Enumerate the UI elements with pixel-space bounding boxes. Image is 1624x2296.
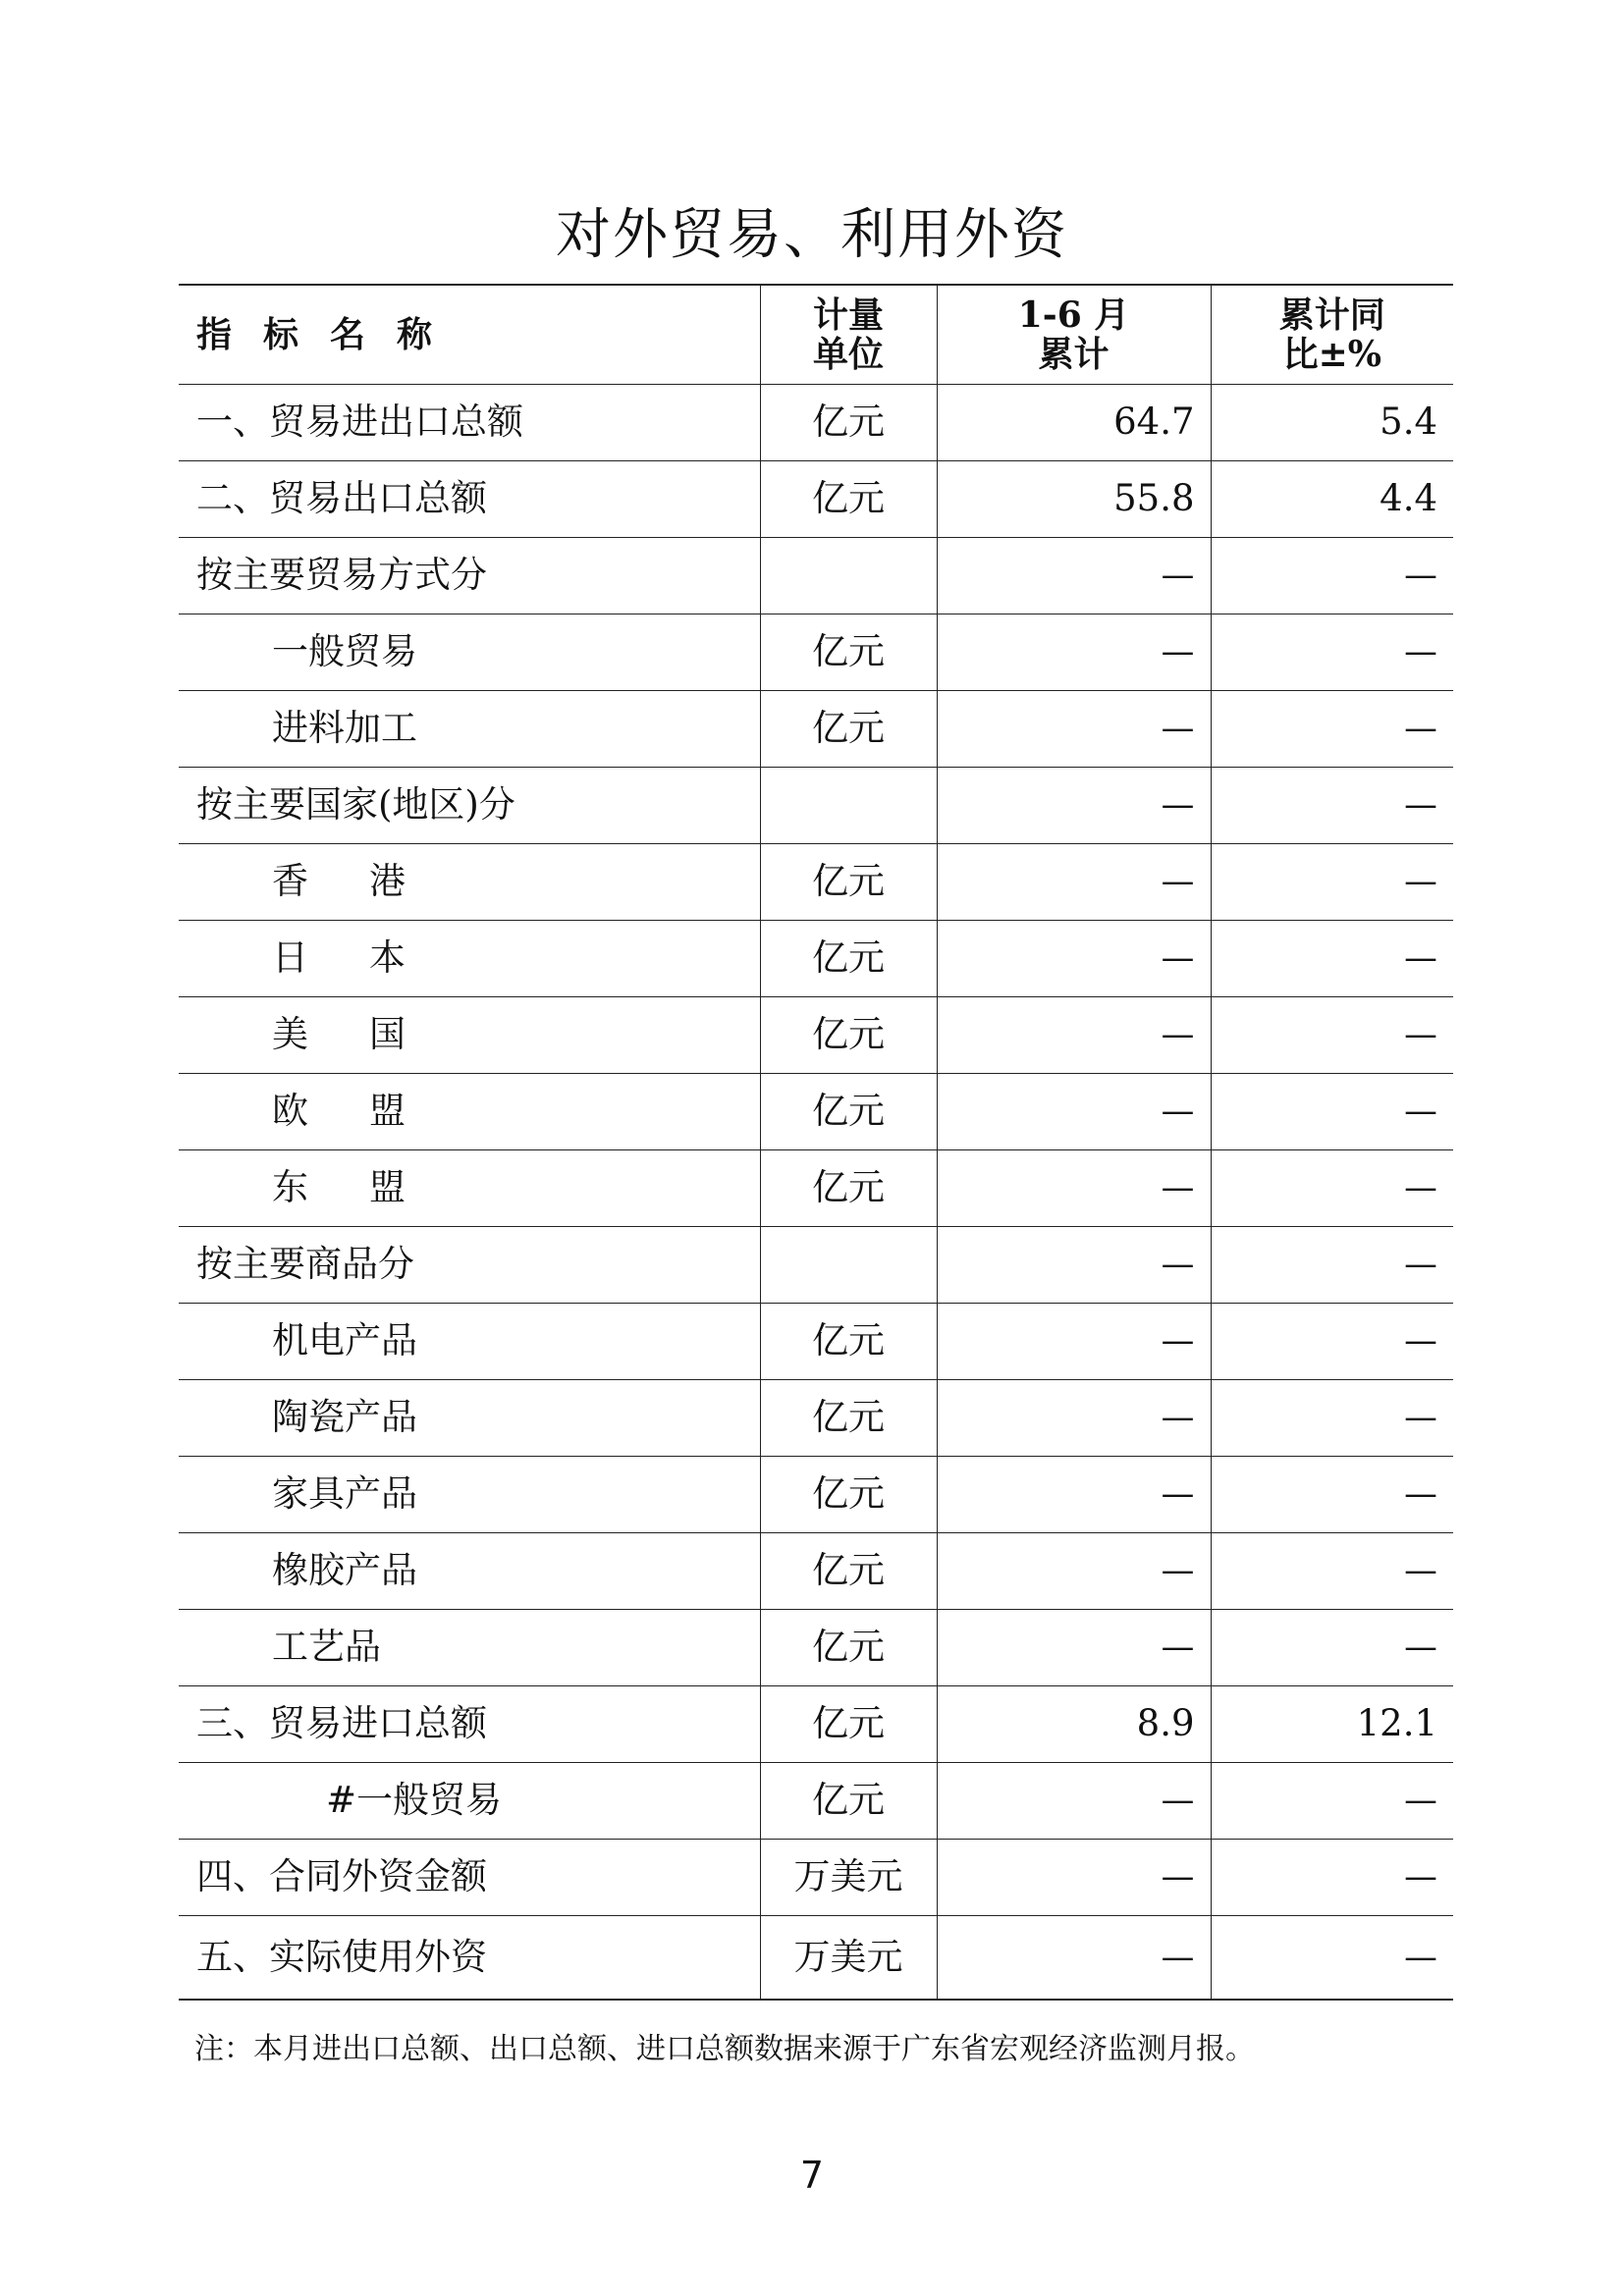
yoy-change-cell: 12.1 bbox=[1211, 1686, 1453, 1763]
cumulative-value-cell: — bbox=[937, 1916, 1211, 2001]
table-row bbox=[179, 691, 1453, 768]
yoy-change-cell: — bbox=[1211, 1916, 1453, 2001]
yoy-change-cell: — bbox=[1211, 844, 1453, 921]
cumulative-value-cell: 64.7 bbox=[937, 385, 1211, 461]
cumulative-value-cell: — bbox=[937, 1380, 1211, 1457]
yoy-change-cell: — bbox=[1211, 1763, 1453, 1840]
unit-cell: 亿元 bbox=[760, 691, 937, 768]
unit-cell: 亿元 bbox=[760, 1686, 937, 1763]
unit-cell: 亿元 bbox=[760, 921, 937, 997]
cumulative-value-cell: — bbox=[937, 1610, 1211, 1686]
trade-statistics-table bbox=[179, 284, 1453, 2001]
unit-cell: 亿元 bbox=[760, 1763, 937, 1840]
cumulative-value-cell: — bbox=[937, 1840, 1211, 1916]
table-header-row bbox=[179, 285, 1453, 385]
unit-cell: 亿元 bbox=[760, 844, 937, 921]
table-row bbox=[179, 1610, 1453, 1686]
unit-cell: 万美元 bbox=[760, 1916, 937, 2001]
cumulative-value-cell: — bbox=[937, 1763, 1211, 1840]
cumulative-value-cell: — bbox=[937, 1533, 1211, 1610]
unit-cell: 亿元 bbox=[760, 385, 937, 461]
table-row bbox=[179, 921, 1453, 997]
unit-cell: 亿元 bbox=[760, 461, 937, 538]
indicator-name-cell: 按主要商品分 bbox=[179, 1227, 760, 1304]
unit-cell: 亿元 bbox=[760, 1610, 937, 1686]
table-row bbox=[179, 1457, 1453, 1533]
unit-cell: 亿元 bbox=[760, 1457, 937, 1533]
indicator-name-cell: 家具产品 bbox=[179, 1457, 760, 1533]
unit-cell: 亿元 bbox=[760, 1304, 937, 1380]
unit-cell bbox=[760, 1227, 937, 1304]
yoy-change-cell: — bbox=[1211, 691, 1453, 768]
indicator-name-cell: 一般贸易 bbox=[179, 614, 760, 691]
unit-cell: 亿元 bbox=[760, 614, 937, 691]
indicator-name-cell: 东盟 bbox=[179, 1150, 760, 1227]
indicator-name-cell: 陶瓷产品 bbox=[179, 1380, 760, 1457]
indicator-name-cell: 一、贸易进出口总额 bbox=[179, 385, 760, 461]
unit-cell: 万美元 bbox=[760, 1840, 937, 1916]
table-row bbox=[179, 385, 1453, 461]
cumulative-value-cell: — bbox=[937, 844, 1211, 921]
yoy-change-cell: — bbox=[1211, 1150, 1453, 1227]
cumulative-value-cell: 8.9 bbox=[937, 1686, 1211, 1763]
header-yoy-line2: 比±% bbox=[1282, 334, 1381, 375]
cumulative-value-cell: — bbox=[937, 1304, 1211, 1380]
cumulative-value-cell: — bbox=[937, 1074, 1211, 1150]
cumulative-value-cell: — bbox=[937, 691, 1211, 768]
yoy-change-cell: 5.4 bbox=[1211, 385, 1453, 461]
table-row bbox=[179, 1380, 1453, 1457]
table-row bbox=[179, 1840, 1453, 1916]
table-body bbox=[179, 385, 1453, 2001]
unit-cell: 亿元 bbox=[760, 1380, 937, 1457]
table-row bbox=[179, 1304, 1453, 1380]
yoy-change-cell: — bbox=[1211, 1610, 1453, 1686]
footnote: 注：本月进出口总额、出口总额、进口总额数据来源于广东省宏观经济监测月报。 bbox=[194, 2032, 1255, 2066]
unit-cell: 亿元 bbox=[760, 1150, 937, 1227]
indicator-name-cell: 工艺品 bbox=[179, 1610, 760, 1686]
cumulative-value-cell: — bbox=[937, 1150, 1211, 1227]
header-cumulative-line1: 1-6 月 bbox=[1017, 294, 1130, 336]
table-row bbox=[179, 1074, 1453, 1150]
table-row bbox=[179, 1686, 1453, 1763]
table-row bbox=[179, 614, 1453, 691]
yoy-change-cell: — bbox=[1211, 997, 1453, 1074]
indicator-name-cell: 欧盟 bbox=[179, 1074, 760, 1150]
unit-cell: 亿元 bbox=[760, 997, 937, 1074]
table-row bbox=[179, 1227, 1453, 1304]
page-number: 7 bbox=[799, 2154, 825, 2197]
indicator-name-cell: #一般贸易 bbox=[179, 1763, 760, 1840]
indicator-name-cell: 香港 bbox=[179, 844, 760, 921]
cumulative-value-cell: — bbox=[937, 768, 1211, 844]
header-cumulative-line2: 累计 bbox=[1038, 334, 1110, 375]
header-unit-line1: 计量 bbox=[812, 294, 884, 336]
table-row bbox=[179, 768, 1453, 844]
yoy-change-cell: — bbox=[1211, 614, 1453, 691]
header-unit-line2: 单位 bbox=[812, 334, 884, 375]
indicator-name-cell: 四、合同外资金额 bbox=[179, 1840, 760, 1916]
header-unit bbox=[760, 285, 937, 385]
table-row bbox=[179, 1150, 1453, 1227]
table-row bbox=[179, 461, 1453, 538]
cumulative-value-cell: 55.8 bbox=[937, 461, 1211, 538]
page-title: 对外贸易、利用外资 bbox=[556, 203, 1068, 267]
indicator-name-cell: 机电产品 bbox=[179, 1304, 760, 1380]
yoy-change-cell: — bbox=[1211, 1074, 1453, 1150]
indicator-name-cell: 日本 bbox=[179, 921, 760, 997]
cumulative-value-cell: — bbox=[937, 1227, 1211, 1304]
cumulative-value-cell: — bbox=[937, 614, 1211, 691]
unit-cell bbox=[760, 538, 937, 614]
yoy-change-cell: — bbox=[1211, 1840, 1453, 1916]
unit-cell: 亿元 bbox=[760, 1533, 937, 1610]
table-row bbox=[179, 1916, 1453, 2001]
indicator-name-cell: 三、贸易进口总额 bbox=[179, 1686, 760, 1763]
indicator-name-cell: 五、实际使用外资 bbox=[179, 1916, 760, 2001]
yoy-change-cell: — bbox=[1211, 768, 1453, 844]
table-row bbox=[179, 1533, 1453, 1610]
indicator-name-cell: 进料加工 bbox=[179, 691, 760, 768]
unit-cell bbox=[760, 768, 937, 844]
yoy-change-cell: 4.4 bbox=[1211, 461, 1453, 538]
unit-cell: 亿元 bbox=[760, 1074, 937, 1150]
yoy-change-cell: — bbox=[1211, 1533, 1453, 1610]
table-row bbox=[179, 844, 1453, 921]
yoy-change-cell: — bbox=[1211, 538, 1453, 614]
table-row bbox=[179, 538, 1453, 614]
header-yoy-line1: 累计同 bbox=[1278, 294, 1385, 336]
table-row bbox=[179, 1763, 1453, 1840]
table-row bbox=[179, 997, 1453, 1074]
cumulative-value-cell: — bbox=[937, 997, 1211, 1074]
header-yoy bbox=[1211, 285, 1453, 385]
indicator-name-cell: 按主要贸易方式分 bbox=[179, 538, 760, 614]
yoy-change-cell: — bbox=[1211, 1457, 1453, 1533]
yoy-change-cell: — bbox=[1211, 1304, 1453, 1380]
cumulative-value-cell: — bbox=[937, 921, 1211, 997]
cumulative-value-cell: — bbox=[937, 1457, 1211, 1533]
indicator-name-cell: 美国 bbox=[179, 997, 760, 1074]
yoy-change-cell: — bbox=[1211, 1380, 1453, 1457]
yoy-change-cell: — bbox=[1211, 1227, 1453, 1304]
cumulative-value-cell: — bbox=[937, 538, 1211, 614]
header-indicator-name: 指标名称 bbox=[179, 285, 760, 385]
indicator-name-cell: 按主要国家(地区)分 bbox=[179, 768, 760, 844]
indicator-name-cell: 二、贸易出口总额 bbox=[179, 461, 760, 538]
indicator-name-cell: 橡胶产品 bbox=[179, 1533, 760, 1610]
yoy-change-cell: — bbox=[1211, 921, 1453, 997]
header-cumulative bbox=[937, 285, 1211, 385]
